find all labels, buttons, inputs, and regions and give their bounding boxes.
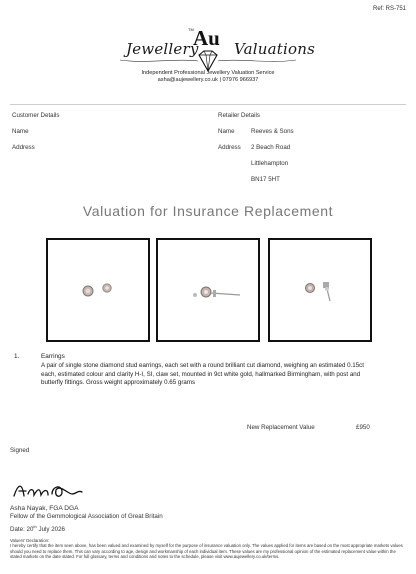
logo-word-valuations: Valuations <box>234 40 316 58</box>
trademark-mark: TM <box>188 27 194 32</box>
customer-address-label: Address <box>12 144 35 151</box>
tagline-contact[interactable]: asha@aujewellery.co.uk | 07976 966937 <box>157 77 259 83</box>
tagline-service: Independent Professional Jewellery Valuation Service <box>141 70 275 76</box>
earring-photo-side <box>156 238 260 342</box>
valuation-date <box>10 524 65 533</box>
valuer-name: Asha Nayak, FGA DGA <box>10 505 79 512</box>
date-day: 20 <box>26 526 34 534</box>
logo-flourish <box>118 56 298 64</box>
retailer-address-line-2: Littlehampton <box>251 160 289 167</box>
item-description: A pair of single stone diamond stud earrings, each set with a round brilliant cut diamond, weighing an estimated 0.15ct each, estimated colour and clarity H-I, SI, claw set, mounted in 9ct white gold, hallmarked Birmingham, with post and butterfly fittings. Gross weight approximately 0.65 grams <box>41 362 364 387</box>
retailer-details-heading: Retailer Details <box>218 112 260 119</box>
replacement-value-amount: £950 <box>356 424 370 431</box>
reference-number: Ref: RS-751 <box>372 6 406 12</box>
retailer-address-label: Address <box>218 144 241 151</box>
valuer-fellowship: Fellow of the Gemmological Association of Great Britain <box>10 513 163 520</box>
earring-photo-front <box>46 238 150 342</box>
customer-name-label: Name <box>12 128 29 135</box>
customer-details-heading: Customer Details <box>12 112 60 119</box>
header-divider <box>10 104 406 105</box>
signed-label: Signed <box>10 447 30 454</box>
retailer-name-label: Name <box>218 128 235 135</box>
earring-photo-back <box>268 238 372 342</box>
item-number: 1. <box>14 353 20 360</box>
earring-pair-image <box>48 240 148 340</box>
date-label: Date: <box>10 526 25 534</box>
earring-side-image <box>158 240 258 340</box>
item-heading: Earrings <box>41 353 65 360</box>
signature-image <box>10 476 150 506</box>
date-suffix: th <box>33 524 37 529</box>
document-title: Valuation for Insurance Replacement <box>82 203 334 219</box>
company-logo <box>0 14 416 74</box>
date-rest: July 2026 <box>38 526 65 534</box>
valuers-declaration <box>10 538 406 560</box>
retailer-address-line-1: 2 Beach Road <box>251 144 291 151</box>
retailer-name-value: Reeves & Sons <box>251 128 294 135</box>
tagline <box>0 70 416 84</box>
declaration-text: I hereby certify that the item seen above, has been valued and examined by myself for the purpose of insurance valuation only. The values applied for items are based on the most appropriate markets values should you need to replace them. This can vary according to age, design and workmanship of each individual item. These values are my professional opinion of the estimated replacement value within the stated markets on the date stated. For full glossary, terms and conditions and notes to the schedule, please visit www.aujewellery.co.uk/terms. <box>10 543 403 560</box>
replacement-value-label: New Replacement Value <box>247 424 315 431</box>
retailer-address-line-3: BN17 5HT <box>251 176 280 183</box>
logo-au: Au <box>193 26 220 50</box>
logo-word-jewellery: Jewellery <box>126 40 199 58</box>
declaration-heading: Valuers' Declaration: <box>10 538 50 543</box>
earring-back-image <box>270 240 370 340</box>
